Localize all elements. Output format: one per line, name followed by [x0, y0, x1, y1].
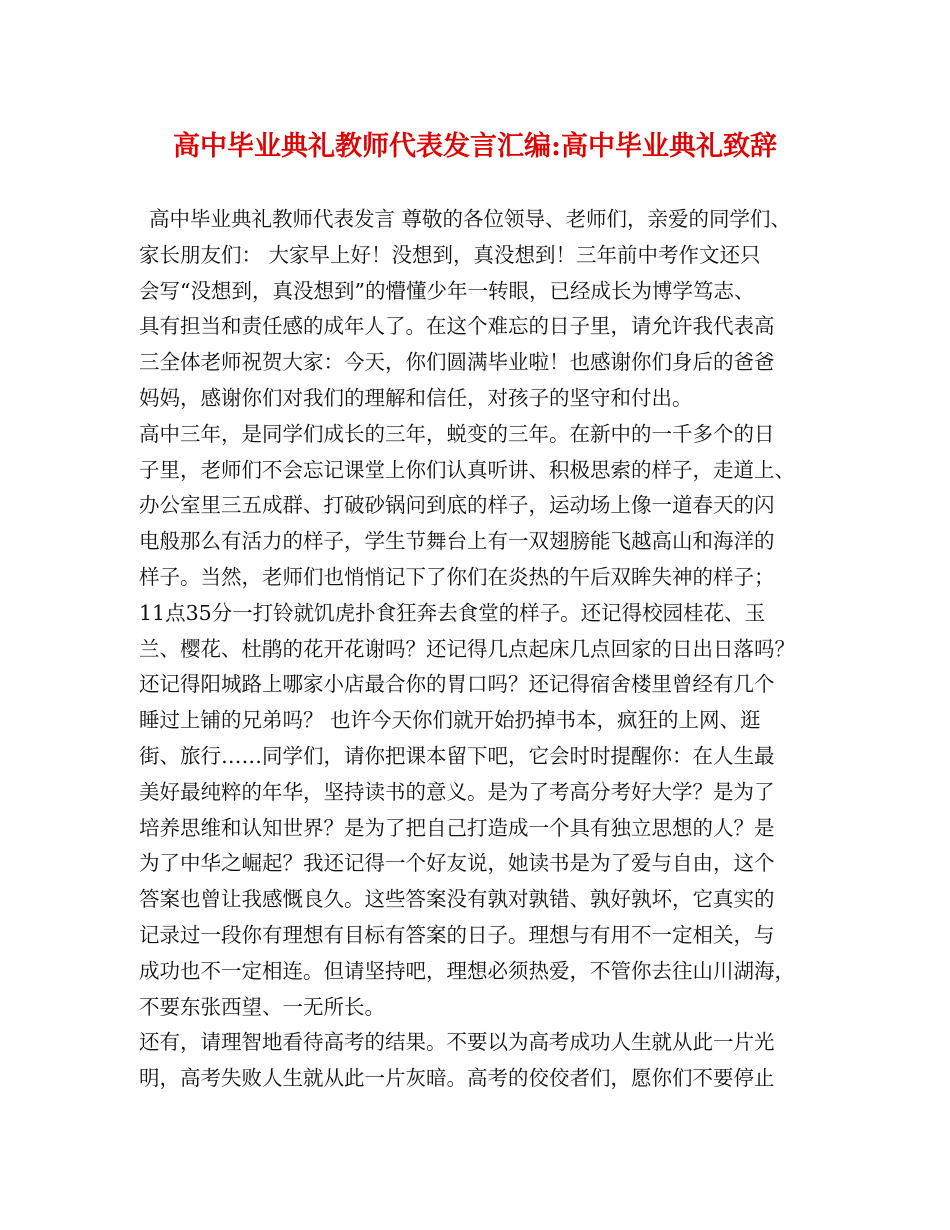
body-line: 记录过一段你有理想有目标有答案的日子。理想与有用不一定相关，与 [139, 922, 775, 947]
body-line: 子里，老师们不会忘记课堂上你们认真听讲、积极思索的样子，走道上、 [139, 457, 795, 482]
body-line: 明，高考失败人生就从此一片灰暗。高考的佼佼者们，愿你们不要停止 [139, 1066, 775, 1091]
body-line: 会写“没想到，真没想到”的懵懂少年一转眼，已经成长为博学笃志、 [139, 278, 755, 303]
body-line: 11点35分一打铃就饥虎扑食狂奔去食堂的样子。还记得校园桂花、玉 [139, 600, 766, 625]
body-line: 兰、樱花、杜鹃的花开花谢吗？还记得几点起床几点回家的日出日落吗？ [139, 636, 795, 661]
body-line: 为了中华之崛起？我还记得一个好友说，她读书是为了爱与自由，这个 [139, 851, 775, 876]
body-line: 具有担当和责任感的成年人了。在这个难忘的日子里，请允许我代表高 [139, 314, 775, 339]
body-line: 睡过上铺的兄弟吗？ 也许今天你们就开始扔掉书本，疯狂的上网、逛 [139, 708, 761, 733]
body-line: 办公室里三五成群、打破砂锅问到底的样子，运动场上像一道春天的闪 [139, 493, 775, 518]
body-line: 还有，请理智地看待高考的结果。不要以为高考成功人生就从此一片光 [139, 1030, 775, 1055]
body-line: 不要东张西望、一无所长。 [139, 994, 385, 1019]
body-line: 成功也不一定相连。但请坚持吧，理想必须热爱，不管你去往山川湖海， [139, 958, 795, 983]
body-line: 家长朋友们： 大家早上好！没想到，真没想到！三年前中考作文还只 [139, 242, 761, 267]
body-line: 样子。当然，老师们也悄悄记下了你们在炎热的午后双眸失神的样子； [139, 564, 775, 589]
body-line: 妈妈，感谢你们对我们的理解和信任，对孩子的坚守和付出。 [139, 385, 693, 410]
body-line: 高中三年，是同学们成长的三年，蜕变的三年。在新中的一千多个的日 [139, 421, 775, 446]
body-line: 还记得阳城路上哪家小店最合你的胃口吗？还记得宿舍楼里曾经有几个 [139, 672, 775, 697]
document-title: 高中毕业典礼教师代表发言汇编:高中毕业典礼致辞 [173, 131, 777, 162]
body-line: 美好最纯粹的年华，坚持读书的意义。是为了考高分考好大学？是为了 [139, 779, 775, 804]
body-line: 电般那么有活力的样子，学生节舞台上有一双翅膀能飞越高山和海洋的 [139, 529, 775, 554]
body-line: 高中毕业典礼教师代表发言 尊敬的各位领导、老师们，亲爱的同学们、 [149, 207, 792, 231]
body-line: 培养思维和认知世界？是为了把自己打造成一个具有独立思想的人？是 [139, 815, 775, 840]
body-line: 答案也曾让我感慨良久。这些答案没有孰对孰错、孰好孰坏，它真实的 [139, 887, 775, 912]
body-line: 街、旅行……同学们，请你把课本留下吧，它会时时提醒你：在人生最 [139, 743, 775, 768]
document-body [139, 202, 839, 1097]
body-line: 三全体老师祝贺大家：今天，你们圆满毕业啦！也感谢你们身后的爸爸 [139, 350, 775, 375]
